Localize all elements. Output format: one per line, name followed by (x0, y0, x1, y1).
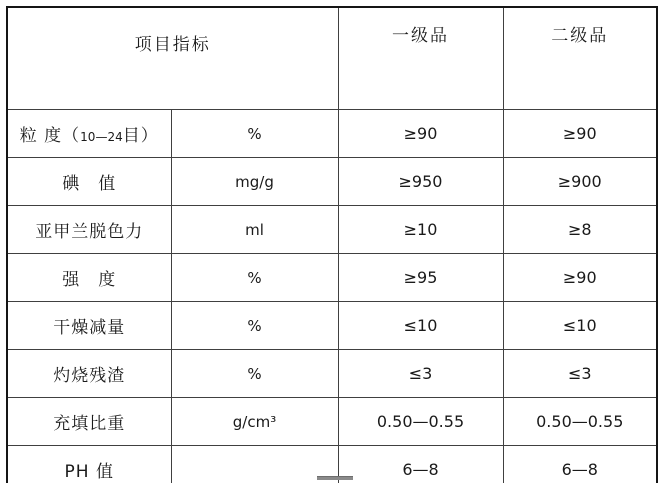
grade1-value-cell: ≤3 (338, 350, 503, 398)
grade2-value-cell: ≤10 (503, 302, 657, 350)
grade2-value-cell: ≤3 (503, 350, 657, 398)
table-row (7, 398, 657, 446)
indicator-mesh-range: 10—24 (80, 130, 123, 144)
grade2-value-cell: ≥8 (503, 206, 657, 254)
indicator-text: 粒 度（ (19, 126, 81, 146)
table-row (7, 350, 657, 398)
indicator-cell: 干燥减量 (7, 302, 171, 350)
unit-cell: % (171, 350, 338, 398)
grade2-value-cell: ≥900 (503, 158, 657, 206)
table-row (7, 302, 657, 350)
grade2-value-cell: ≥90 (503, 254, 657, 302)
header-cell-indicator: 项目指标 (7, 7, 338, 110)
table-resize-handle-artifact (317, 476, 353, 480)
table-row (7, 254, 657, 302)
unit-cell: % (171, 302, 338, 350)
table-header-row (7, 7, 657, 110)
indicator-text: 目） (122, 126, 159, 146)
spec-table (6, 6, 658, 483)
unit-cell: mg/g (171, 158, 338, 206)
indicator-cell: 强 度 (7, 254, 171, 302)
grade1-value-cell: ≤10 (338, 302, 503, 350)
indicator-cell (7, 110, 171, 158)
header-cell-grade1: 一级品 (338, 7, 503, 110)
grade1-value-cell: ≥90 (338, 110, 503, 158)
indicator-cell: PH 值 (7, 446, 171, 483)
grade1-value-cell: ≥950 (338, 158, 503, 206)
header-cell-grade2: 二级品 (503, 7, 657, 110)
grade2-value-cell: 0.50—0.55 (503, 398, 657, 446)
unit-cell: g/cm³ (171, 398, 338, 446)
indicator-cell: 碘 值 (7, 158, 171, 206)
unit-cell: % (171, 254, 338, 302)
grade1-value-cell: 6—8 (338, 446, 503, 483)
grade2-value-cell: ≥90 (503, 110, 657, 158)
table-row (7, 158, 657, 206)
grade1-value-cell: 0.50—0.55 (338, 398, 503, 446)
grade2-value-cell: 6—8 (503, 446, 657, 483)
unit-cell: % (171, 110, 338, 158)
grade1-value-cell: ≥10 (338, 206, 503, 254)
grade1-value-cell: ≥95 (338, 254, 503, 302)
unit-cell (171, 446, 338, 483)
table-row (7, 110, 657, 158)
indicator-cell: 亚甲兰脱色力 (7, 206, 171, 254)
indicator-cell: 充填比重 (7, 398, 171, 446)
table-row (7, 206, 657, 254)
unit-cell: ml (171, 206, 338, 254)
indicator-cell: 灼烧残渣 (7, 350, 171, 398)
